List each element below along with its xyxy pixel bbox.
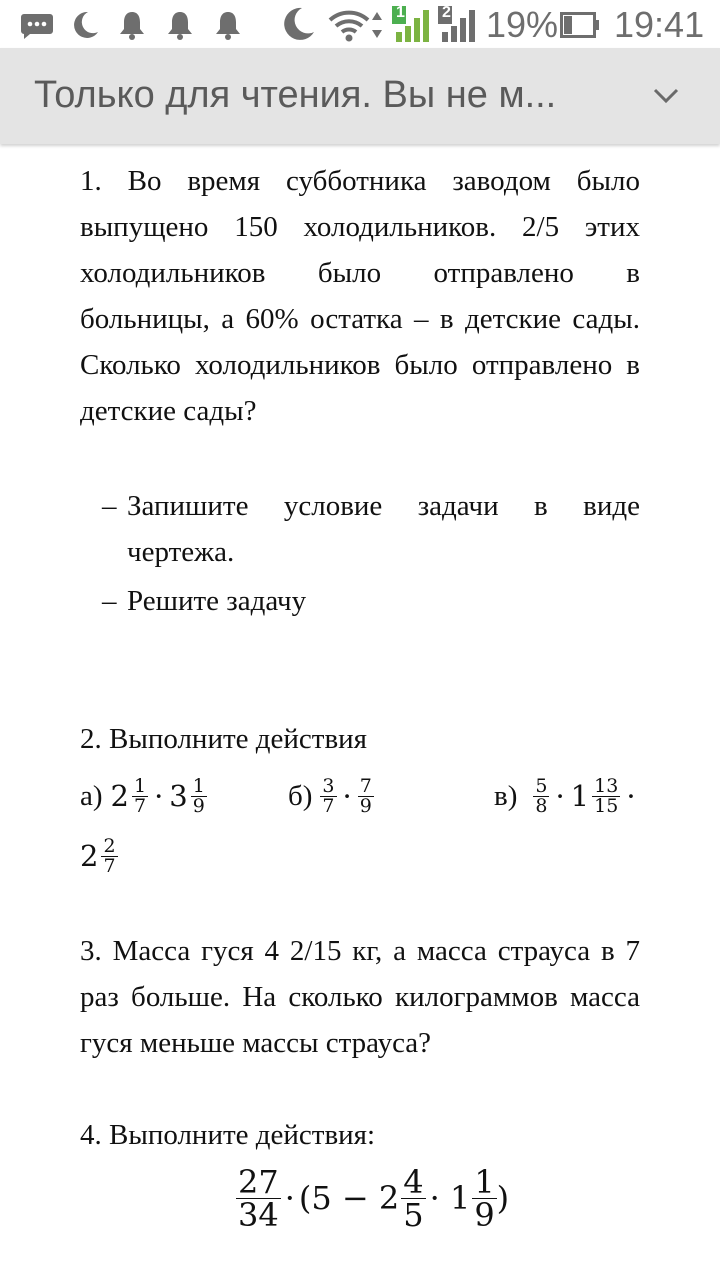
battery-icon bbox=[560, 12, 600, 38]
task-4-fraction-3: $\frac{1}{9}$ bbox=[474, 1162, 495, 1234]
clock: 19:41 bbox=[614, 4, 705, 45]
task-2a-whole-1: 2 bbox=[110, 779, 129, 813]
moon-icon bbox=[70, 10, 100, 40]
task-3-text: 3. Масса гуся 4 2/15 кг, а масса страуса в 7 раз больше. На сколько килограммов масса гуся меньше массы страуса? bbox=[80, 935, 640, 1059]
task-2v-whole-2: 1 bbox=[570, 779, 590, 813]
task-4-close-paren: ) bbox=[496, 1179, 510, 1217]
task-2v-continued bbox=[80, 826, 118, 886]
task-4-operator-2: · 1 bbox=[429, 1179, 471, 1217]
task-4-open-paren: (5 − 2 bbox=[298, 1179, 400, 1217]
bell-icon bbox=[214, 10, 242, 40]
bullet-dash: – bbox=[102, 490, 117, 522]
sim1-label: 1 bbox=[396, 4, 405, 21]
task-1-text: 1. Во время субботника заводом было выпущено 150 холодильников. 2/5 этих холодильников было отправлено в больницы, а 60% остатка – в детские сады. Сколько холодильников было отправлено в детские сады? bbox=[80, 165, 640, 427]
task-2v-label: в) bbox=[494, 779, 518, 812]
task-2a-label: а) bbox=[80, 779, 103, 812]
task-2a-operator: · bbox=[154, 779, 164, 813]
task-2v bbox=[494, 766, 636, 826]
chevron-down-icon[interactable] bbox=[652, 86, 680, 106]
bell-icon bbox=[166, 10, 194, 40]
task-2a-fraction-1: $\frac{1}{7}$ bbox=[133, 774, 147, 817]
wifi-icon bbox=[328, 8, 370, 42]
task-2-title: 2. Выполните действия bbox=[80, 723, 368, 755]
bullet-dash: – bbox=[102, 585, 117, 617]
task-2a-fraction-2: $\frac{1}{9}$ bbox=[192, 774, 205, 817]
bell-icon bbox=[118, 10, 146, 40]
data-arrows-icon bbox=[370, 10, 384, 40]
status-bar bbox=[0, 0, 720, 50]
bullet-item-drawing: Запишите условие задачи в виде чертежа. bbox=[127, 490, 640, 568]
task-2b-label: б) bbox=[288, 779, 313, 812]
battery-percent: 19% bbox=[486, 4, 559, 45]
banner-title: Только для чтения. Вы не м... bbox=[34, 74, 557, 116]
task-2v-whole-3: 2 bbox=[80, 839, 99, 873]
task-4-operator: · bbox=[284, 1179, 295, 1217]
message-icon bbox=[20, 12, 54, 40]
task-4-title: 4. Выполните действия: bbox=[80, 1119, 376, 1151]
task-2a bbox=[80, 766, 207, 826]
sim2-label: 2 bbox=[442, 4, 451, 21]
task-2b-operator: · bbox=[342, 779, 352, 813]
bullet-item-solve: Решите задачу bbox=[127, 585, 307, 617]
task-2v-fraction-3: $\frac{2}{7}$ bbox=[103, 834, 116, 877]
task-4-expression bbox=[236, 1158, 509, 1238]
read-only-banner[interactable] bbox=[0, 48, 720, 144]
moon-icon bbox=[280, 6, 316, 42]
task-2v-fraction-2: $\frac{13}{15}$ bbox=[594, 774, 619, 817]
task-4-fraction-1: $\frac{27}{34}$ bbox=[238, 1162, 279, 1234]
task-2v-operator-2: · bbox=[626, 779, 636, 813]
task-2v-fraction-1: $\frac{5}{8}$ bbox=[535, 774, 548, 817]
task-2a-whole-2: 3 bbox=[169, 779, 188, 813]
task-2b bbox=[288, 766, 374, 826]
task-2v-operator: · bbox=[555, 779, 565, 813]
task-4-fraction-2: $\frac{4}{5}$ bbox=[403, 1162, 424, 1234]
task-2b-fraction-2: $\frac{7}{9}$ bbox=[359, 774, 372, 817]
task-2b-fraction-1: $\frac{3}{7}$ bbox=[322, 774, 335, 817]
